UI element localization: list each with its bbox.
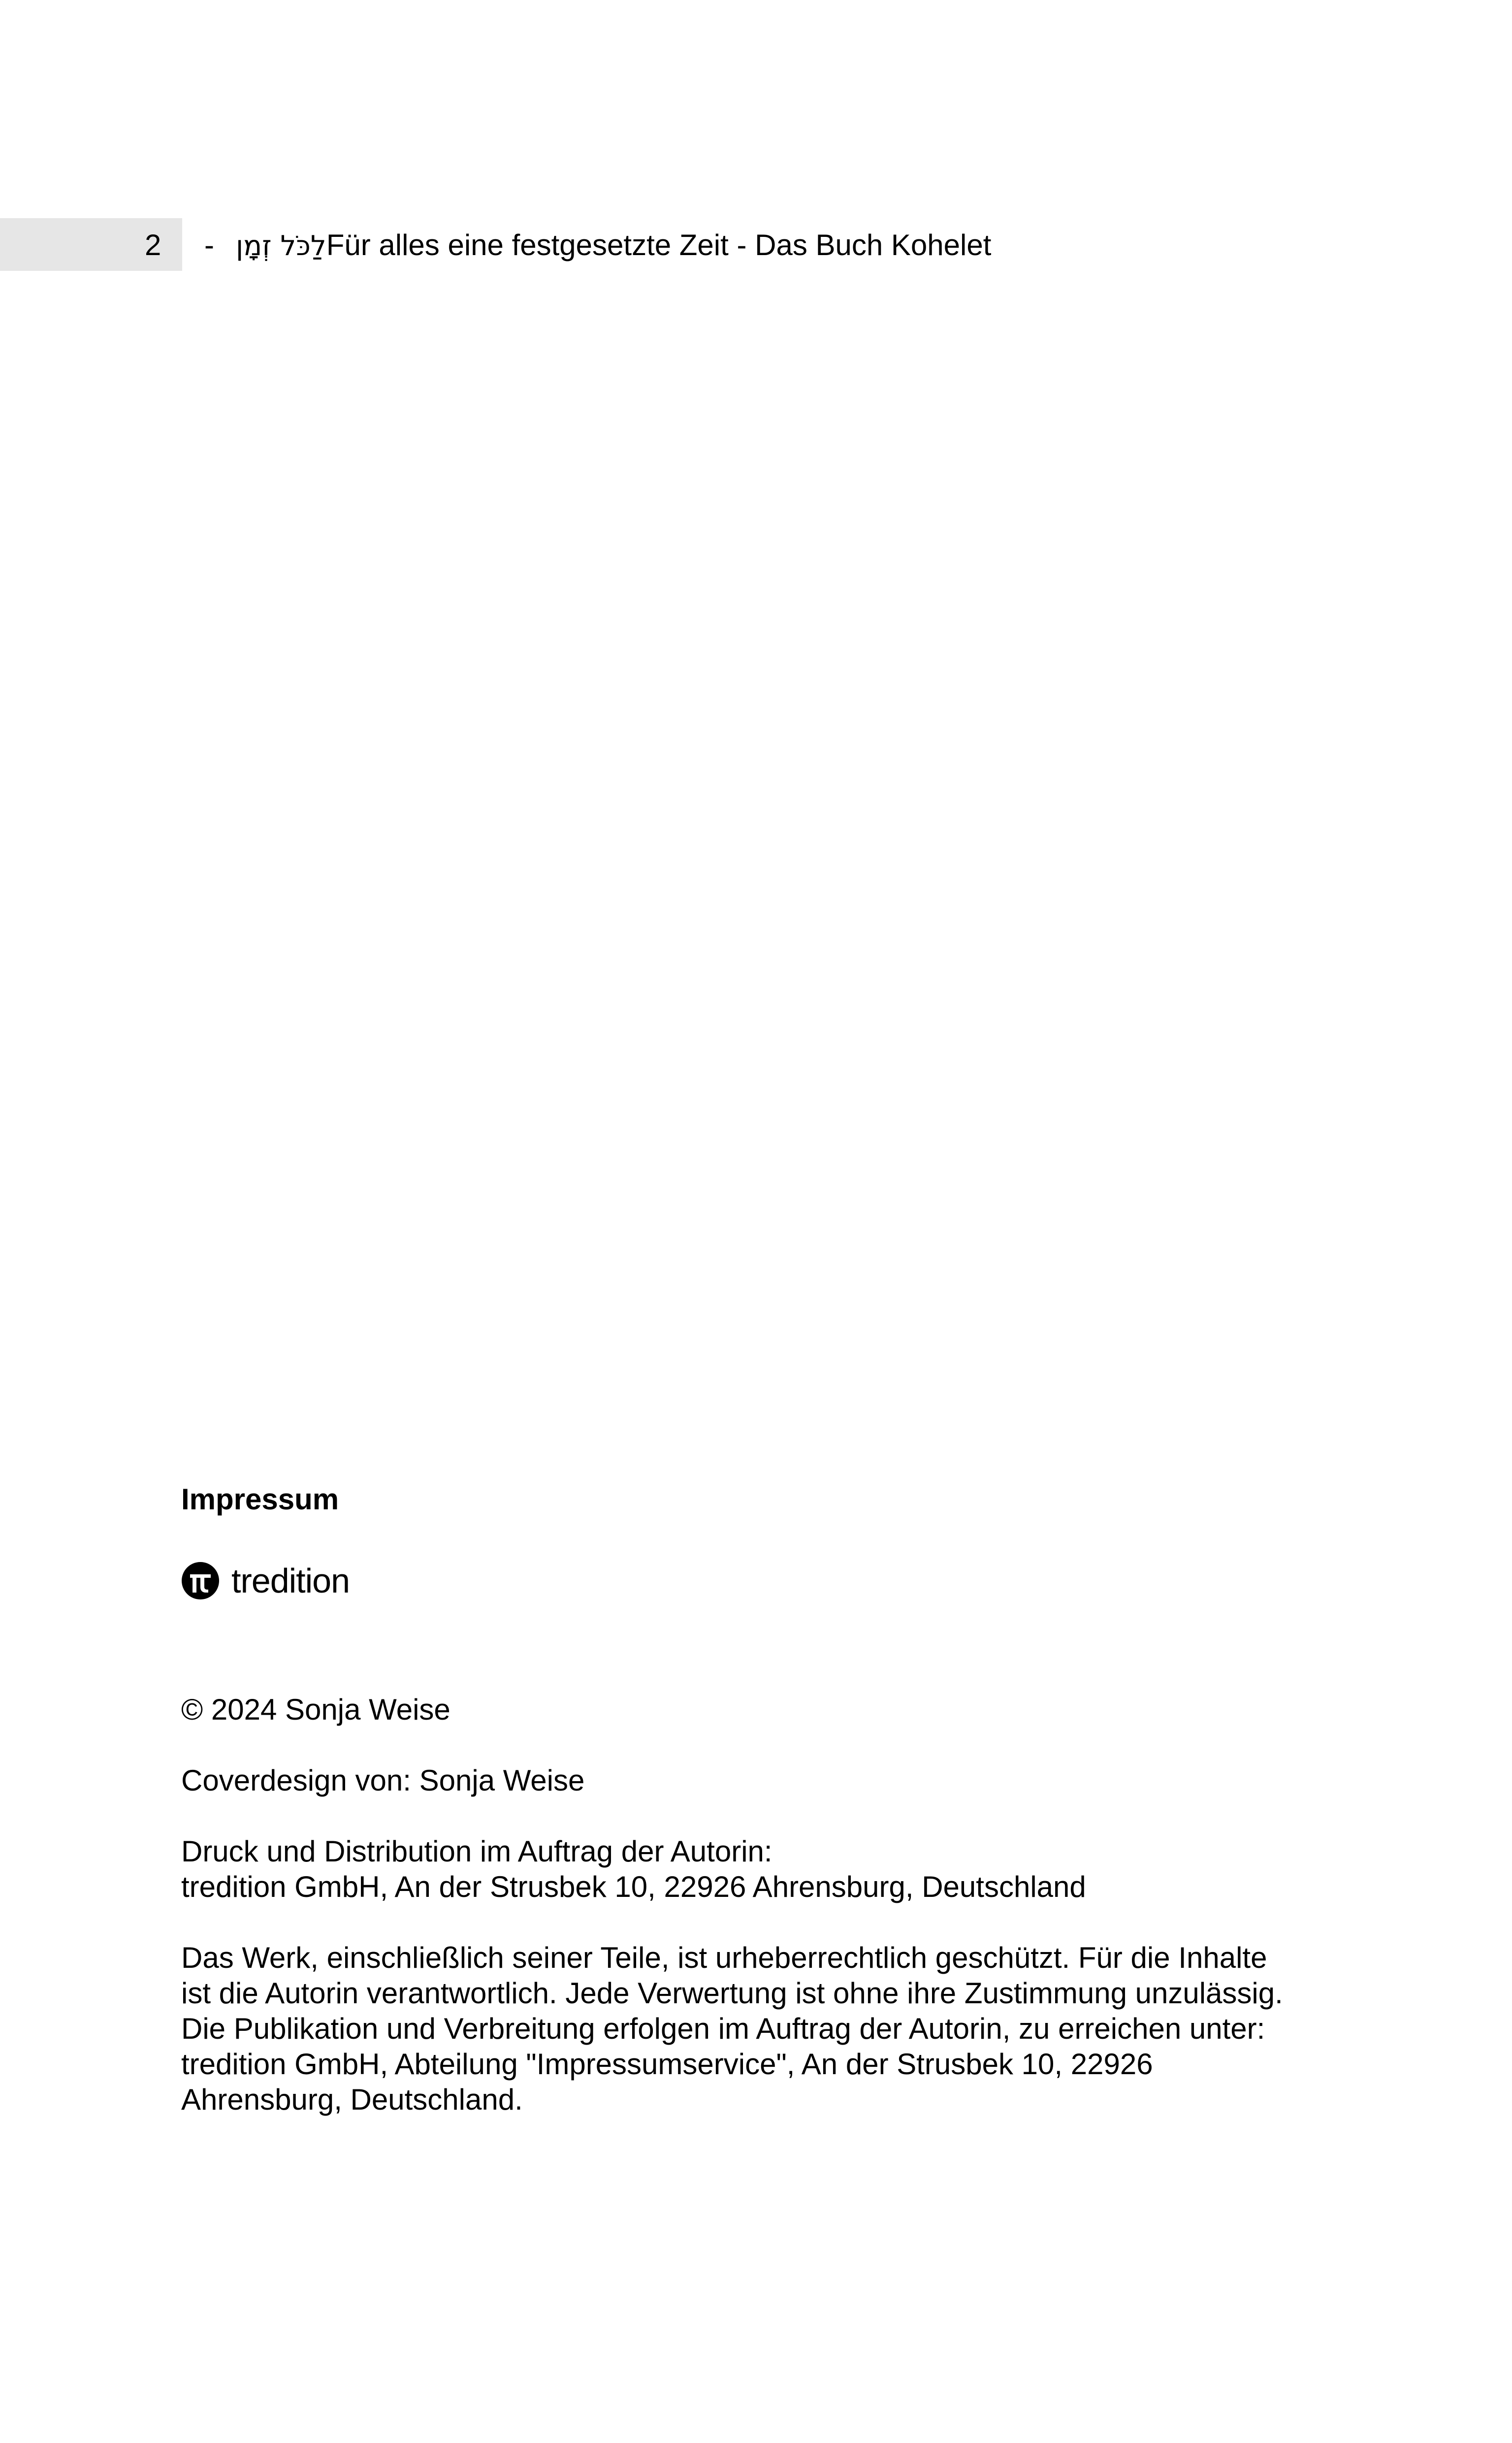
legal-notice-line: Das Werk, einschließlich seiner Teile, ist urheberrechtlich geschützt. Für die Inhalte xyxy=(181,1941,1267,1974)
distribution-block xyxy=(181,1834,1392,1905)
distribution-line: Druck und Distribution im Auftrag der Autorin: xyxy=(181,1835,772,1868)
header-separator: - xyxy=(204,228,214,261)
page-number: 2 xyxy=(145,228,161,261)
hebrew-title: לַכֹּל זְמָן xyxy=(235,230,326,262)
book-title: Für alles eine festgesetzte Zeit - Das Buch Kohelet xyxy=(326,228,992,261)
legal-notice-line: tredition GmbH, Abteilung "Impressumservice", An der Strusbek 10, 22926 xyxy=(181,2048,1153,2081)
legal-notice xyxy=(181,1940,1392,2117)
impressum-body xyxy=(181,1692,1392,2117)
impressum-heading: Impressum xyxy=(181,1483,339,1516)
legal-notice-line: Die Publikation und Verbreitung erfolgen im Auftrag der Autorin, zu erreichen unter: xyxy=(181,2012,1265,2045)
copyright-line: © 2024 Sonja Weise xyxy=(181,1693,450,1726)
legal-notice-line: Ahrensburg, Deutschland. xyxy=(181,2083,523,2116)
cover-design-line: Coverdesign von: Sonja Weise xyxy=(181,1764,585,1797)
tredition-logo-icon xyxy=(181,1562,220,1600)
running-header xyxy=(204,230,991,261)
publisher-logo xyxy=(181,1561,350,1600)
legal-notice-line: ist die Autorin verantwortlich. Jede Verwertung ist ohne ihre Zustimmung unzulässig. xyxy=(181,1977,1283,2010)
distribution-address: tredition GmbH, An der Strusbek 10, 22926 Ahrensburg, Deutschland xyxy=(181,1870,1086,1903)
publisher-logo-text: tredition xyxy=(231,1562,350,1600)
